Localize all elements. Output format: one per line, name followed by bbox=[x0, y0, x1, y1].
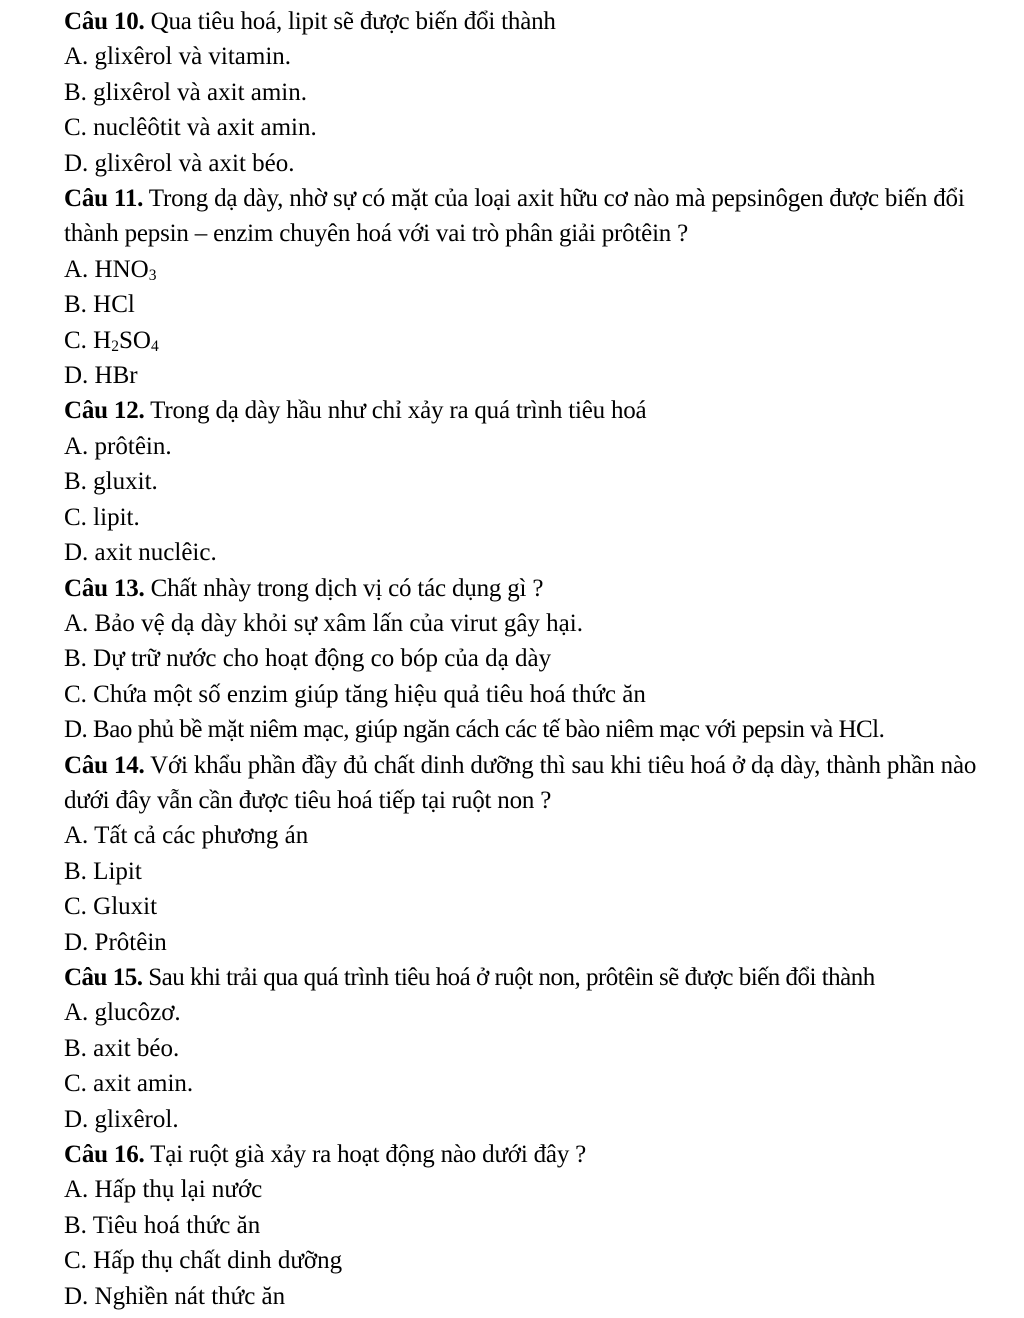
answer-option-c: C. Chứa một số enzim giúp tăng hiệu quả tiêu hoá thức ăn bbox=[64, 680, 646, 708]
question-title bbox=[64, 1137, 1014, 1172]
question-text: Với khẩu phần đầy đủ chất dinh dưỡng thì sau khi tiêu hoá ở dạ dày, thành phần nào dưới đây vẫn cần được tiêu hoá tiếp tại ruột non ? bbox=[64, 751, 977, 814]
question-number: Câu 15. bbox=[64, 963, 143, 991]
formula-subscript: 4 bbox=[150, 337, 159, 355]
formula-subscript: 3 bbox=[148, 266, 157, 284]
question-block bbox=[64, 571, 1014, 748]
answer-option-d: D. Nghiền nát thức ăn bbox=[64, 1282, 286, 1310]
question-text: Tại ruột già xảy ra hoạt động nào dưới đây ? bbox=[150, 1141, 587, 1168]
answer-option-b: B. Dự trữ nước cho hoạt động co bóp của dạ dày bbox=[64, 645, 552, 673]
answer-option-a: A. Hấp thụ lại nước bbox=[64, 1176, 263, 1204]
answer-option-b: B. Lipit bbox=[64, 857, 142, 885]
answer-option-c: C. Gluxit bbox=[64, 893, 158, 921]
question-text: Qua tiêu hoá, lipit sẽ được biến đổi thành bbox=[150, 8, 556, 35]
question-block bbox=[64, 748, 1014, 960]
answer-option-a: A. Tất cả các phương án bbox=[64, 822, 309, 850]
question-title bbox=[64, 4, 1014, 39]
question-number: Câu 10. bbox=[64, 8, 145, 35]
question-text: Chất nhày trong dịch vị có tác dụng gì ? bbox=[150, 574, 544, 602]
answer-option-d: D. glixêrol. bbox=[64, 1105, 179, 1133]
answer-option-b: B. glixêrol và axit amin. bbox=[64, 78, 308, 106]
answer-option-d: D. axit nuclêic. bbox=[64, 539, 217, 567]
answer-option-a bbox=[64, 252, 1014, 287]
question-text: Sau khi trải qua quá trình tiêu hoá ở ruột non, prôtêin sẽ được biến đổi thành bbox=[148, 963, 875, 991]
answer-option-d: D. glixêrol và axit béo. bbox=[64, 149, 295, 177]
formula-subscript: 2 bbox=[111, 337, 119, 355]
answer-option-c: C. nuclêôtit và axit amin. bbox=[64, 114, 317, 142]
formula-prefix: A. HNO bbox=[64, 255, 149, 283]
answer-option-b: B. gluxit. bbox=[64, 468, 158, 496]
question-title bbox=[64, 181, 1014, 252]
answer-option-d: D. Bao phủ bề mặt niêm mạc, giúp ngăn cách các tế bào niêm mạc với pepsin và HCl. bbox=[64, 716, 885, 744]
question-number: Câu 16. bbox=[64, 1141, 145, 1168]
question-title bbox=[64, 393, 1014, 428]
question-title bbox=[64, 571, 1014, 606]
question-block bbox=[64, 393, 1014, 570]
answer-option-c bbox=[64, 323, 1014, 358]
question-number: Câu 11. bbox=[64, 185, 144, 213]
answer-option-b bbox=[64, 287, 1014, 322]
question-number: Câu 12. bbox=[64, 397, 145, 425]
question-block bbox=[64, 4, 1014, 181]
answer-option-d: D. Prôtêin bbox=[64, 928, 167, 956]
formula-prefix: D. HBr bbox=[64, 362, 138, 390]
answer-option-c: C. axit amin. bbox=[64, 1070, 194, 1098]
formula-suffix: SO bbox=[118, 326, 151, 354]
answer-option-d bbox=[64, 358, 1014, 393]
question-text: Trong dạ dày, nhờ sự có mặt của loại axit hữu cơ nào mà pepsinôgen được biến đổi thành pepsin – enzim chuyên hoá với vai trò phân giải prôtêin ? bbox=[64, 185, 965, 248]
answer-option-b: B. axit béo. bbox=[64, 1034, 180, 1062]
quiz-page bbox=[64, 4, 1014, 1314]
question-title bbox=[64, 748, 1014, 819]
question-text: Trong dạ dày hầu như chỉ xảy ra quá trình tiêu hoá bbox=[150, 397, 647, 425]
formula-prefix: C. H bbox=[64, 326, 112, 354]
question-number: Câu 13. bbox=[64, 574, 145, 602]
answer-option-a: A. Bảo vệ dạ dày khỏi sự xâm lấn của virut gây hại. bbox=[64, 609, 583, 637]
answer-option-c: C. Hấp thụ chất dinh dưỡng bbox=[64, 1247, 343, 1275]
question-title bbox=[64, 960, 1014, 995]
answer-option-a: A. prôtêin. bbox=[64, 432, 172, 460]
question-number: Câu 14. bbox=[64, 751, 145, 779]
question-block bbox=[64, 1137, 1014, 1314]
answer-option-a: A. glucôzơ. bbox=[64, 999, 181, 1027]
answer-option-b: B. Tiêu hoá thức ăn bbox=[64, 1211, 261, 1239]
formula-prefix: B. HCl bbox=[64, 291, 135, 319]
question-block bbox=[64, 181, 1014, 393]
question-block bbox=[64, 960, 1014, 1137]
answer-option-c: C. lipit. bbox=[64, 503, 140, 531]
answer-option-a: A. glixêrol và vitamin. bbox=[64, 43, 292, 71]
